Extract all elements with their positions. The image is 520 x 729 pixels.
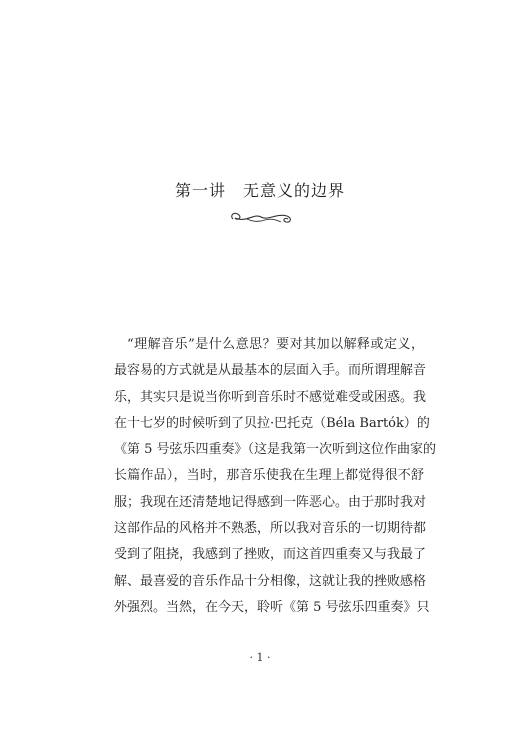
chapter-title: 第一讲 无意义的边界 [174,181,345,200]
text-line: “理解音乐”是什么意思？要对其加以解释或定义， [127,337,424,352]
text-line: 长篇作品），当时，那音乐使我在生理上都觉得很不舒 [114,468,424,484]
body-paragraph [114,332,437,621]
text-line: 外强烈。当然，在今天，聆听《第 5 号弦乐四重奏》只 [114,599,430,615]
page-number: · 1 · [249,651,271,664]
text-line: 《第 5 号弦乐四重奏》（这是我第一次听到这位作曲家的 [114,442,437,458]
text-line: 解、最喜爱的音乐作品十分相像，这就让我的挫败感格 [114,573,427,589]
text-line: 在十七岁的时候听到了贝拉·巴托克（Béla Bartók）的 [114,415,430,431]
text-line: 这部作品的风格并不熟悉，所以我对音乐的一切期待都 [114,521,427,537]
text-line: 最容易的方式就是从最基本的层面入手。而所谓理解音 [114,363,427,379]
swirl-ornament-icon [227,207,295,227]
text-line: 乐，其实只是说当你听到音乐时不感觉难受或困惑。我 [114,389,427,405]
text-line: 受到了阻挠，我感到了挫败，而这首四重奏又与我最了 [114,547,427,563]
text-line: 服；我现在还清楚地记得感到一阵恶心。由于那时我对 [114,494,427,510]
